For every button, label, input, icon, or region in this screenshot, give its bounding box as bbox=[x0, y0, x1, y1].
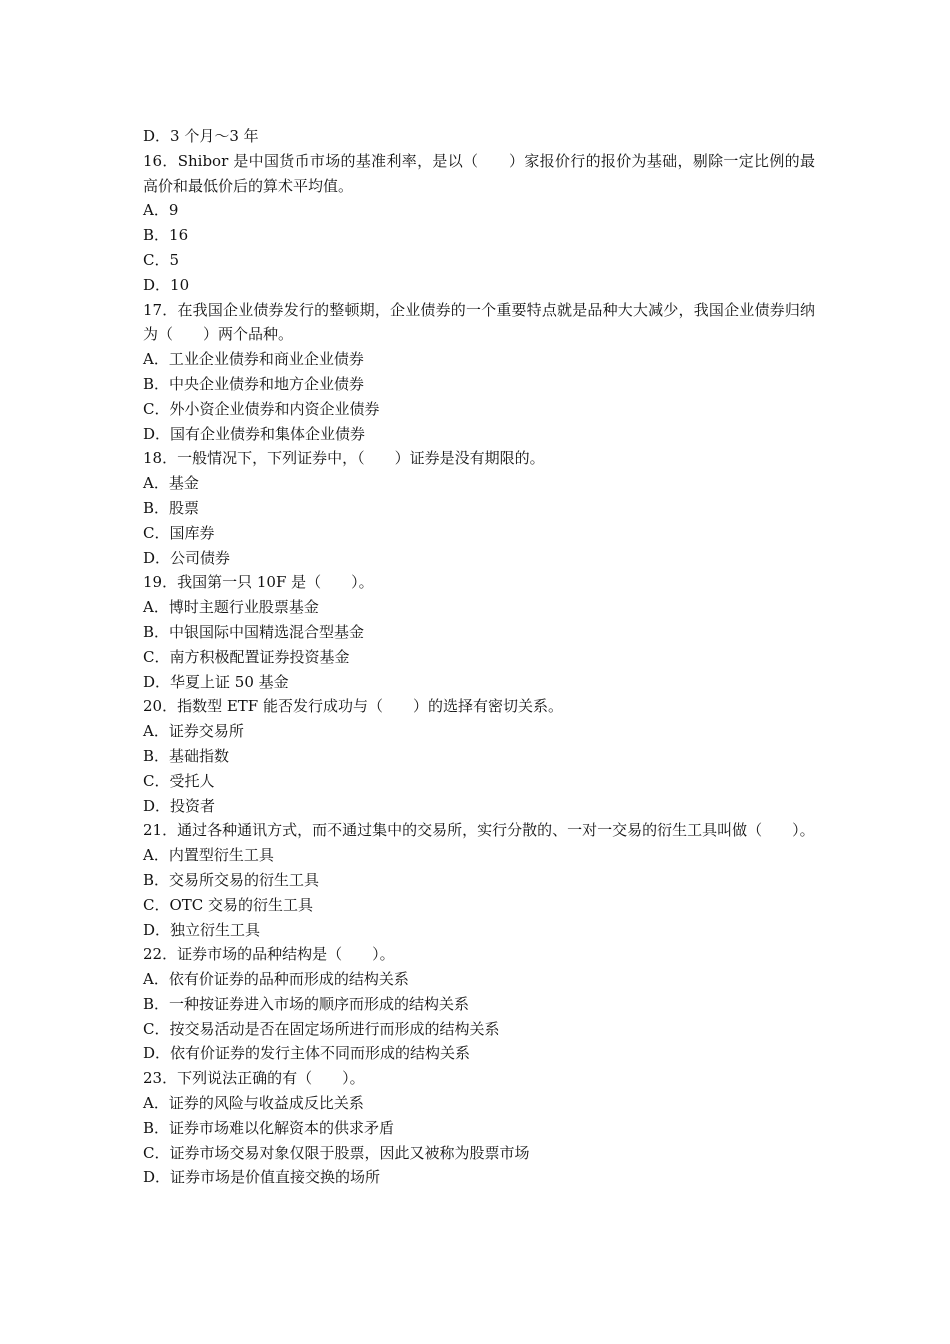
question-16 bbox=[143, 149, 815, 298]
option-line: D．依有价证券的发行主体不同而形成的结构关系 bbox=[143, 1044, 471, 1063]
question-stem: 22．证券市场的品种结构是（ ）。 bbox=[143, 945, 395, 964]
option-line: A．工业企业债券和商业企业债券 bbox=[143, 350, 364, 369]
option-line: B．一种按证券进入市场的顺序而形成的结构关系 bbox=[143, 994, 470, 1013]
option-line: D．投资者 bbox=[143, 796, 216, 815]
option-line: D．独立衍生工具 bbox=[143, 920, 261, 939]
question-stem: 16．Shibor 是中国货币市场的基准利率，是以（ ）家报价行的报价为基础，剔除一定比例的最高价和最低价后的算术平均值。 bbox=[143, 151, 815, 195]
question-22 bbox=[143, 942, 815, 1066]
option-line: B．中银国际中国精选混合型基金 bbox=[143, 622, 365, 641]
question-17 bbox=[143, 298, 815, 447]
question-21 bbox=[143, 818, 815, 942]
option-line: D．国有企业债券和集体企业债券 bbox=[143, 424, 366, 443]
option-line: D．3 个月～3 年 bbox=[143, 127, 259, 145]
option-line: B．16 bbox=[143, 226, 189, 245]
option-line: C．OTC 交易的衍生工具 bbox=[143, 895, 314, 914]
option-line: A．基金 bbox=[143, 474, 199, 493]
question-stem: 23．下列说法正确的有（ ）。 bbox=[143, 1069, 365, 1088]
option-line: A．证券交易所 bbox=[143, 722, 244, 741]
option-line: A．内置型衍生工具 bbox=[143, 846, 274, 865]
question-18 bbox=[143, 446, 815, 570]
option-line: D．公司债券 bbox=[143, 548, 231, 567]
option-line: D．证券市场是价值直接交换的场所 bbox=[143, 1168, 381, 1187]
option-line: C．受托人 bbox=[143, 771, 215, 790]
option-line: C．5 bbox=[143, 250, 180, 269]
question-19 bbox=[143, 570, 815, 694]
option-line: C．国库券 bbox=[143, 523, 215, 542]
question-stem: 19．我国第一只 10F 是（ ）。 bbox=[143, 573, 374, 592]
option-line: A．9 bbox=[143, 201, 179, 220]
question-stem: 17．在我国企业债券发行的整顿期，企业债券的一个重要特点就是品种大大减少，我国企业债券归纳为（ ）两个品种。 bbox=[143, 300, 815, 344]
option-line: A．依有价证券的品种而形成的结构关系 bbox=[143, 970, 409, 989]
question-stem: 18．一般情况下，下列证券中，（ ）证券是没有期限的。 bbox=[143, 449, 545, 468]
option-line: D．10 bbox=[143, 275, 190, 294]
option-line: B．中央企业债券和地方企业债券 bbox=[143, 374, 365, 393]
question-stem: 20．指数型 ETF 能否发行成功与（ ）的选择有密切关系。 bbox=[143, 697, 563, 716]
option-line: B．基础指数 bbox=[143, 746, 230, 765]
question-23 bbox=[143, 1066, 815, 1190]
option-line: C．南方积极配置证券投资基金 bbox=[143, 647, 350, 666]
option-line: C．按交易活动是否在固定场所进行而形成的结构关系 bbox=[143, 1019, 500, 1038]
option-line: C．外小资企业债券和内资企业债券 bbox=[143, 399, 380, 418]
option-line: B．股票 bbox=[143, 498, 200, 517]
question-stem: 21．通过各种通讯方式，而不通过集中的交易所，实行分散的、一对一交易的衍生工具叫做（ ）。 bbox=[143, 821, 815, 840]
option-line: D．华夏上证 50 基金 bbox=[143, 672, 289, 691]
option-line: A．博时主题行业股票基金 bbox=[143, 598, 319, 617]
option-line: A．证券的风险与收益成反比关系 bbox=[143, 1094, 364, 1113]
question-20 bbox=[143, 694, 815, 818]
document-body bbox=[143, 124, 815, 1190]
option-line: C．证券市场交易对象仅限于股票，因此又被称为股票市场 bbox=[143, 1143, 530, 1162]
option-line: B．交易所交易的衍生工具 bbox=[143, 870, 320, 889]
option-line: B．证券市场难以化解资本的供求矛盾 bbox=[143, 1118, 395, 1137]
